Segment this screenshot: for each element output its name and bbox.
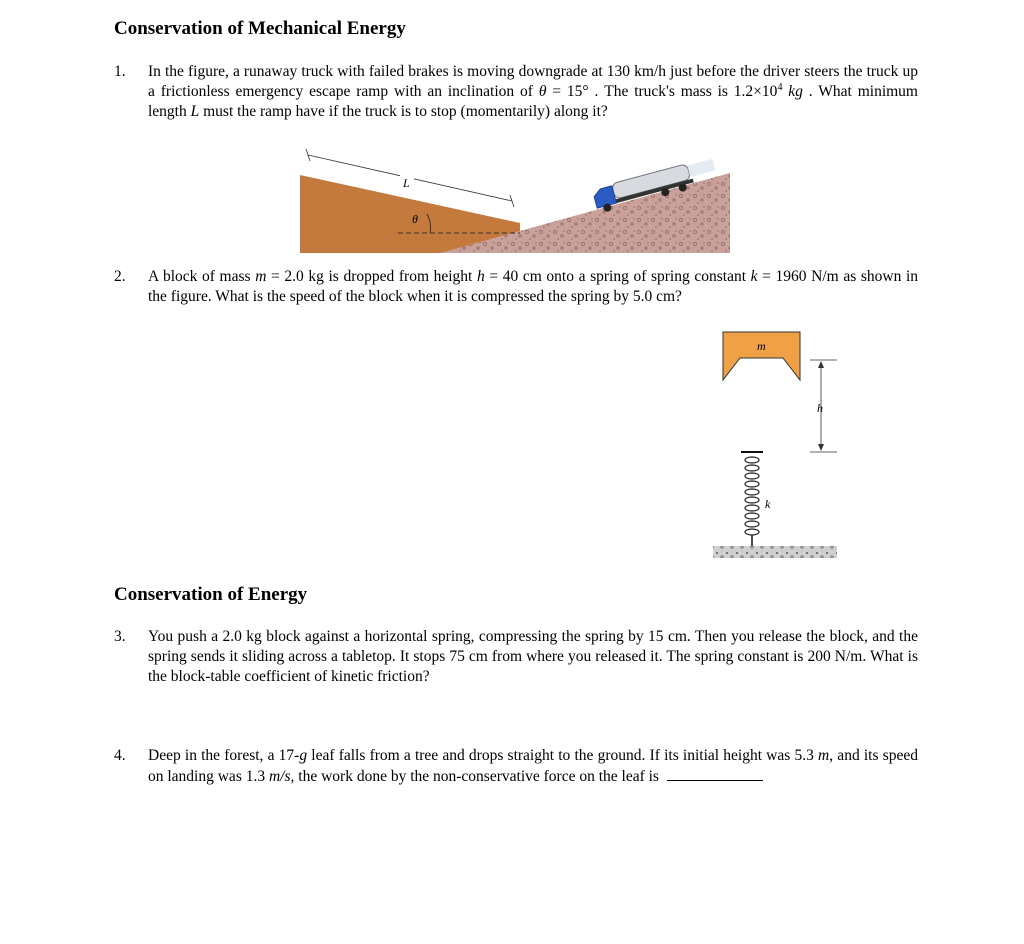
block-spring-figure [705,330,845,565]
text-segment: must the ramp have if the truck is to stop (momentarily) along it? [199,103,608,120]
height-symbol: h [476,268,485,285]
text-segment: A block of mass [148,268,256,285]
text-segment: = 15° . The truck's mass is 1.2×10 [546,83,778,100]
problem-number: 3. [114,628,126,645]
problem-number: 1. [114,63,126,80]
text-segment: In the figure, a runaway truck with failed brakes is moving downgrade at 130 km/h just before the driver steers the truck up a frictionless emergency escape ramp with an inclination of [148,63,918,100]
height-label: h [817,401,823,415]
length-label: L [403,176,410,190]
exponent: 4 [777,81,783,93]
problem-text [148,267,918,307]
problem-3 [114,627,918,687]
section-heading-mechanical-energy: Conservation of Mechanical Energy [114,18,406,39]
text-segment: = 1960 N/m as shown in the figure. What is the speed of the block when it is compressed the spring by 5.0 cm? [148,268,919,305]
problem-text: You push a 2.0 kg block against a horizontal spring, compressing the spring by 15 cm. Then you release the block, and the spring sends it sliding across a tabletop. It stops 75 cm from where you released it. The spring constant is 200 N/m. What is the block-table coefficient of kinetic friction? [148,628,918,685]
mass-label: m [757,339,766,353]
meter-unit: m [818,747,830,764]
answer-blank[interactable] [667,766,763,781]
truck-ramp-figure [300,145,730,255]
section-heading-energy: Conservation of Energy [114,584,308,605]
gram-unit: g [299,747,308,764]
text-segment: , the work done by the non-conservative force on the leaf is [290,768,663,785]
problem-4 [114,746,918,787]
arrowhead-down [818,444,824,451]
arrowhead-up [818,361,824,368]
theta-symbol: θ [538,83,547,100]
motion-blur [687,159,715,177]
text-segment: leaf falls from a tree and drops straight to the ground. If its initial height was 5.3 [307,747,819,764]
spring-constant-symbol: k [750,268,758,285]
text-segment: = 2.0 kg is dropped from height [266,268,477,285]
gravel-ground [440,173,730,253]
text-segment: . What minimum length [148,83,918,120]
text-segment: , and its speed on landing was 1.3 [148,747,918,785]
problem-number: 2. [114,268,126,285]
mass-symbol: m [255,268,267,285]
speed-unit: m/s [268,768,291,785]
text-segment: Deep in the forest, a 17- [148,747,300,764]
theta-label: θ [412,212,418,226]
problem-2 [114,267,918,307]
mass-unit: kg [782,83,803,100]
floor [713,546,837,558]
spring-constant-label: k [765,497,771,511]
text-segment: = 40 cm onto a spring of spring constant [484,268,751,285]
spring-coils [745,457,759,535]
problem-number: 4. [114,747,126,764]
problem-1 [114,62,918,122]
problem-text [148,62,918,122]
length-symbol: L [190,103,200,120]
problem-text [148,746,918,787]
